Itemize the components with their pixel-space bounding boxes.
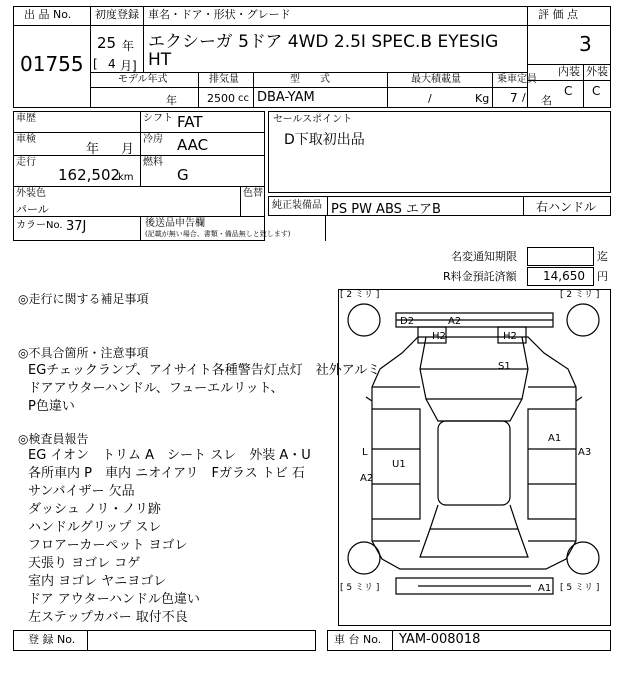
hood bbox=[420, 337, 528, 399]
ac-label: 冷房 bbox=[143, 134, 163, 145]
inspector-line: EG イオン トリム A シート スレ 外装 A・U bbox=[28, 448, 311, 463]
inspector-line: 天張り ヨゴレ コゲ bbox=[28, 556, 141, 571]
inspector-header: ◎検査員報告 bbox=[18, 432, 89, 446]
tire-rear-right bbox=[567, 542, 599, 574]
first-reg-year: 25 bbox=[97, 34, 117, 52]
history-label: 車歴 bbox=[16, 113, 36, 124]
ext-color-label: 外装色 bbox=[16, 188, 46, 199]
shift-value: FAT bbox=[177, 113, 203, 131]
car-name-label: 車名・ドア・形状・グレード bbox=[148, 8, 291, 21]
damage-mark-l: L bbox=[362, 447, 368, 458]
color-change-label: 色替 bbox=[243, 188, 263, 199]
defects-header: ◎不具合箇所・注意事項 bbox=[18, 346, 149, 360]
type-value: DBA-YAM bbox=[257, 90, 315, 105]
defect-line: EGチェックランプ、アイサイト各種警告灯点灯 社外アルミ bbox=[28, 363, 381, 378]
tire-tag-top-left: [ 2 ミリ ] bbox=[340, 290, 380, 300]
month-unit: 月] bbox=[120, 59, 137, 73]
exterior-label: 外装 bbox=[586, 65, 608, 78]
car-name-line2: HT bbox=[148, 50, 172, 70]
displacement-label: 排気量 bbox=[209, 74, 239, 85]
reg-no-label: 登 録 No. bbox=[28, 633, 76, 646]
defect-line: P色違い bbox=[28, 399, 75, 414]
inspector-line: 左ステップカバー 取付不良 bbox=[28, 610, 188, 625]
tire-front-left bbox=[348, 304, 380, 336]
model-year-label: モデル年式 bbox=[118, 74, 168, 85]
lot-number: 01755 bbox=[20, 52, 84, 76]
mileage-label: 走行 bbox=[16, 157, 36, 168]
capacity-label: 乗車定員 bbox=[497, 74, 537, 85]
load-unit: Kg bbox=[475, 92, 490, 105]
capacity-slash: / bbox=[522, 91, 526, 104]
score-value: 3 bbox=[579, 32, 592, 56]
model-year-unit: 年 bbox=[166, 94, 177, 107]
exterior-grade: C bbox=[592, 84, 601, 98]
car-diagram bbox=[338, 289, 611, 626]
ac-value: AAC bbox=[177, 136, 209, 154]
chassis-number: YAM-008018 bbox=[399, 632, 481, 647]
fuel-label: 燃料 bbox=[143, 157, 163, 168]
tire-tag-top-right: [ 2 ミリ ] bbox=[560, 290, 600, 300]
recycle-amount: 14,650 bbox=[543, 269, 585, 283]
roof bbox=[438, 421, 510, 505]
handle-value: 右ハンドル bbox=[536, 200, 597, 214]
shift-label: シフト bbox=[143, 113, 173, 124]
damage-mark-a1-rear: A1 bbox=[538, 583, 552, 594]
inspector-line: ドア アウターハンドル色違い bbox=[28, 592, 200, 607]
inspector-line: サンバイザー 欠品 bbox=[28, 484, 135, 499]
capacity-value: 7 bbox=[510, 91, 518, 105]
tire-tag-bottom-left: [ 5 ミリ ] bbox=[340, 583, 380, 593]
max-load-label: 最大積載量 bbox=[411, 74, 461, 85]
sales-point-label: セールスポイント bbox=[273, 114, 353, 125]
title-deadline-label: 名変通知期限 bbox=[451, 250, 517, 263]
interior-grade: C bbox=[564, 84, 573, 98]
first-reg-label: 初度登録 bbox=[95, 8, 139, 21]
recycle-label: R料金預託済額 bbox=[443, 270, 517, 283]
right-doors bbox=[528, 409, 576, 519]
first-reg-month: 4 bbox=[108, 57, 116, 71]
sales-point-value: D下取初出品 bbox=[284, 132, 365, 148]
damage-mark-a2: A2 bbox=[448, 316, 462, 327]
defect-line: ドアアウターハンドル、フューエルリット、 bbox=[28, 381, 284, 396]
title-deadline-box bbox=[527, 247, 594, 266]
windshield bbox=[426, 399, 522, 421]
fuel-value: G bbox=[177, 166, 189, 184]
equipment-value: PS PW ABS エアB bbox=[331, 202, 441, 217]
inspector-line: 各所車内 P 車内 ニオイアリ Fガラス トビ 石 bbox=[28, 466, 305, 481]
title-deadline-unit: 迄 bbox=[597, 250, 608, 263]
color-no-label: カラーNo. bbox=[16, 220, 63, 231]
chassis-label: 車 台 No. bbox=[334, 633, 382, 646]
inspector-line: 室内 ヨゴレ ヤニヨゴレ bbox=[28, 574, 167, 589]
ext-color-value: パール bbox=[16, 203, 49, 216]
car-body bbox=[372, 337, 576, 569]
inspection-month-unit: 月 bbox=[121, 142, 135, 157]
mileage-value: 162,502 bbox=[58, 166, 121, 184]
damage-mark-s1: S1 bbox=[498, 361, 511, 372]
lot-label: 出 品 No. bbox=[24, 8, 72, 21]
color-no-value: 37J bbox=[66, 219, 87, 234]
recycle-unit: 円 bbox=[597, 270, 608, 283]
aftermarket-label: 後送品申告欄 bbox=[145, 218, 205, 229]
load-slash: / bbox=[428, 92, 432, 105]
inspector-line: ハンドルグリップ スレ bbox=[28, 520, 162, 535]
score-label: 評 価 点 bbox=[538, 8, 578, 21]
damage-mark-a1-right: A1 bbox=[548, 433, 562, 444]
inspector-line: ダッシュ ノリ・ノリ跡 bbox=[28, 502, 161, 517]
equipment-label: 純正装備品 bbox=[272, 200, 322, 211]
year-unit: 年 bbox=[122, 39, 135, 53]
mileage-unit: km bbox=[118, 172, 134, 183]
rear-window bbox=[430, 505, 518, 529]
car-name: エクシーガ 5ドア 4WD 2.5I SPEC.B EYESIG bbox=[148, 32, 499, 52]
damage-mark-h2-right: H2 bbox=[503, 331, 517, 342]
damage-mark-h2-left: H2 bbox=[432, 331, 446, 342]
tire-tag-bottom-right: [ 5 ミリ ] bbox=[560, 583, 600, 593]
damage-mark-a2-left: A2 bbox=[360, 473, 374, 484]
inspection-label: 車検 bbox=[16, 134, 36, 145]
displacement-unit: cc bbox=[238, 93, 249, 104]
interior-label: 内装 bbox=[558, 65, 580, 78]
type-label: 型 式 bbox=[290, 74, 330, 85]
month-open: [ bbox=[93, 57, 98, 71]
damage-mark-a3: A3 bbox=[578, 447, 592, 458]
capacity-unit: 名 bbox=[541, 94, 552, 107]
aftermarket-note: (記載が無い場合、書類・備品無しと致します) bbox=[145, 230, 291, 238]
running-notes-header: ◎走行に関する補足事項 bbox=[18, 292, 149, 306]
displacement-value: 2500 bbox=[207, 92, 235, 105]
tire-front-right bbox=[567, 304, 599, 336]
inspection-year-unit: 年 bbox=[86, 142, 100, 157]
inspector-line: フロアーカーペット ヨゴレ bbox=[28, 538, 188, 553]
damage-mark-u1: U1 bbox=[392, 459, 406, 470]
damage-mark-d2: D2 bbox=[400, 316, 415, 327]
